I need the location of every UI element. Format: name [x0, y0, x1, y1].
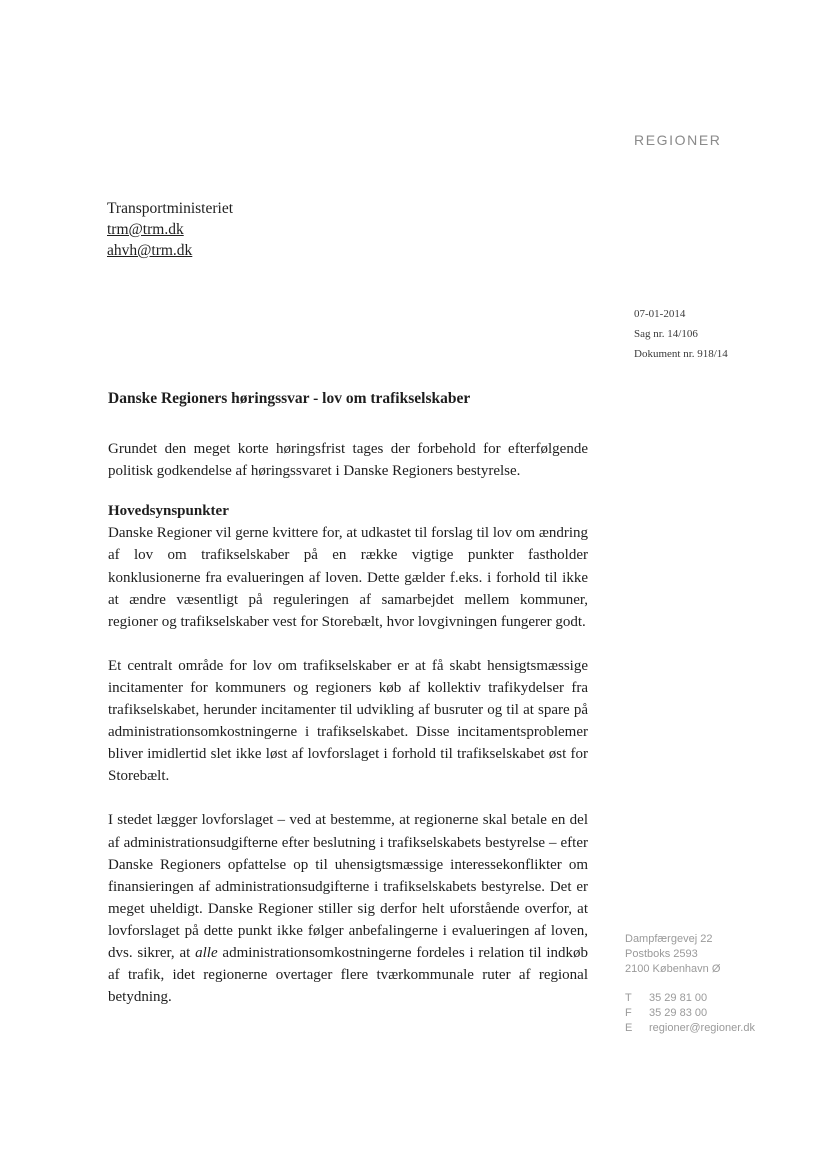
- recipient-block: [107, 198, 233, 261]
- organization-logo: REGIONER: [634, 132, 722, 148]
- letter-paragraph: [108, 809, 588, 1008]
- case-number: Sag nr. 14/106: [634, 328, 698, 340]
- document-number: Dokument nr. 918/14: [634, 348, 728, 360]
- letter-paragraph: Et centralt område for lov om trafikselskaber er at få skabt hensigtsmæssige incitamenter for kommuners og regioners køb af kollektiv trafikydelser fra trafikselskabet, herunder incitamenter til udvikling af busruter og til at spare på administrationsomkostningerne i trafikselskabet. Disse incitamentsproblemer bliver imidlertid slet ikke løst af lovforslaget i forhold til trafikselskabet øst for Storebælt.: [108, 657, 588, 785]
- paragraph-text: I stedet lægger lovforslaget – ved at bestemme, at regionerne skal betale en del af administrationsudgifterne efter beslutning i trafikselskabets bestyrelse – efter Danske Regioners opfattelse op til uhensigtsmæssige interessekonflikter om finansieringen af administrationsudgifterne i trafikselskabets bestyrelse. Det er meget uheldigt. Danske Regioner stiller sig derfor helt uforstående overfor, at lovforslaget på dette punkt ikke følger anbefalingerne i evalueringen af loven, dvs. sikrer, at: [108, 812, 588, 961]
- document-meta: [634, 304, 728, 364]
- fax-label: F: [625, 1007, 632, 1019]
- address-line: Dampfærgevej 22: [625, 933, 713, 945]
- phone-label: T: [625, 992, 632, 1004]
- recipient-email-link[interactable]: ahvh@trm.dk: [107, 242, 193, 259]
- recipient-email-link[interactable]: trm@trm.dk: [107, 221, 184, 238]
- address-line: Postboks 2593: [625, 948, 698, 960]
- document-date: 07-01-2014: [634, 308, 686, 320]
- sender-footer: [625, 932, 755, 1036]
- phone-value: 35 29 81 00: [649, 992, 708, 1004]
- letter-paragraph: Grundet den meget korte høringsfrist tages der forbehold for efterfølgende politisk godkendelse af høringssvaret i Danske Regioners bestyrelse.: [108, 441, 588, 480]
- contact-block: [625, 991, 755, 1036]
- address-line: 2100 København Ø: [625, 963, 721, 975]
- contact-email: [625, 1021, 755, 1036]
- recipient-name: Transportministeriet: [107, 200, 234, 217]
- paragraph-text: administrationsomkostningerne fordeles i relation til indkøb af trafik, idet regionerne overtager flere tværkommunale ruter af regional betydning.: [108, 944, 588, 1006]
- emphasized-word: alle: [195, 944, 218, 961]
- fax-value: 35 29 83 00: [649, 1007, 708, 1019]
- letter-subject: Danske Regioners høringssvar - lov om trafikselskaber: [108, 390, 471, 407]
- letter-paragraph: [108, 500, 588, 633]
- letter-body: [108, 388, 588, 1030]
- email-label: E: [625, 1022, 633, 1034]
- email-value[interactable]: regioner@regioner.dk: [649, 1022, 755, 1034]
- section-heading: Hovedsynspunkter: [108, 503, 229, 520]
- contact-fax: [625, 1006, 755, 1021]
- contact-phone: [625, 991, 755, 1006]
- paragraph-text: Danske Regioner vil gerne kvittere for, at udkastet til forslag til lov om ændring af lov om trafikselskaber på en række vigtige punkter fastholder konklusionerne fra evalueringen af loven. Dette gælder f.eks. i forhold til ikke at ændre væsentligt på reguleringen af samarbejdet mellem kommuner, regioner og trafikselskaber vest for Storebælt, hvor lovgivningen fungerer godt.: [108, 525, 588, 630]
